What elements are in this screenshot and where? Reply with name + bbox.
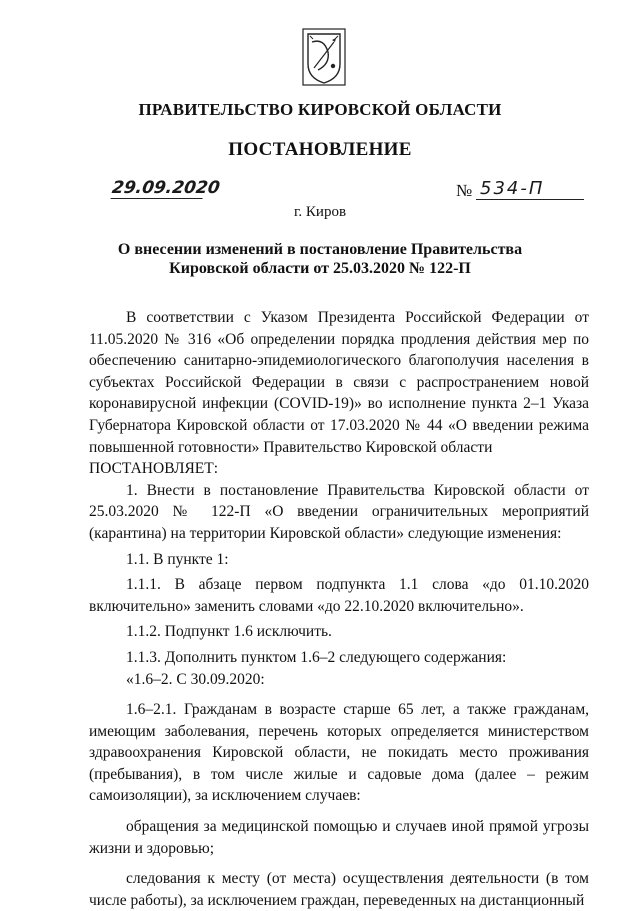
document-date: 29.09.2020 [110,178,222,198]
paragraph-1-1-2: 1.1.2. Подпункт 1.6 исключить. [126,623,332,641]
document-subject [0,240,640,278]
coat-of-arms-icon [302,28,346,86]
paragraph-1-1: 1.1. В пункте 1: [126,550,229,568]
paragraph-1-6-2-1: 1.6–2.1. Гражданам в возрасте старше 65 лет, а также гражданам, имеющим заболевания, перечень которых определяется министерством здравоохранения Кировской области, не покидать место проживания (пребывания), в том числе жилые и садовые дома (далее – режим самоизоляции), за исключением случаев: [89,701,589,805]
paragraph-1-6-2: «1.6–2. С 30.09.2020: [126,670,265,688]
paragraph-1-1-3: 1.1.3. Дополнить пунктом 1.6–2 следующего содержания: [126,648,507,666]
number-label: № [456,181,473,200]
subject-line-2: Кировской области от 25.03.2020 № 122-П [169,260,471,277]
organization-name: ПРАВИТЕЛЬСТВО КИРОВСКОЙ ОБЛАСТИ [138,100,502,119]
paragraph-1-1-1: 1.1.1. В абзаце первом подпункта 1.1 слова «до 01.10.2020 включительно» заменить словами «до 22.10.2020 включительно». [89,576,589,615]
decree-word: ПОСТАНОВЛЯЕТ: [89,460,219,478]
document-type: ПОСТАНОВЛЕНИЕ [228,139,412,160]
document-number: 534-П [476,178,584,200]
exception-item-1: обращения за медицинской помощью и случаев иной прямой угрозы жизни и здоровью; [89,818,589,857]
city: г. Киров [293,204,347,220]
paragraph-1: 1. Внести в постановление Правительства Кировской области от 25.03.2020 № 122-П «О введении ограничительных мероприятий (карантина) на территории Кировской области» следующие изменения: [89,481,589,542]
exception-item-2: следования к месту (от места) осуществления деятельности (в том числе работы), за исключением граждан, переведенных на дистанционный [89,870,589,909]
subject-line-1: О внесении изменений в постановление Правительства [117,241,523,258]
preamble-paragraph: В соответствии с Указом Президента Российской Федерации от 11.05.2020 № 316 «Об определении порядка продления действия мер по обеспечению санитарно-эпидемиологического благополучия населения в субъектах Российской Федерации в связи с распространением новой коронавирусной инфекции (COVID-19)» во исполнение пункта 2–1 Указа Губернатора Кировской области от 17.03.2020 № 44 «О введении режима повышенной готовности» Правительство Кировской области [89,309,589,456]
document-body [89,307,589,911]
